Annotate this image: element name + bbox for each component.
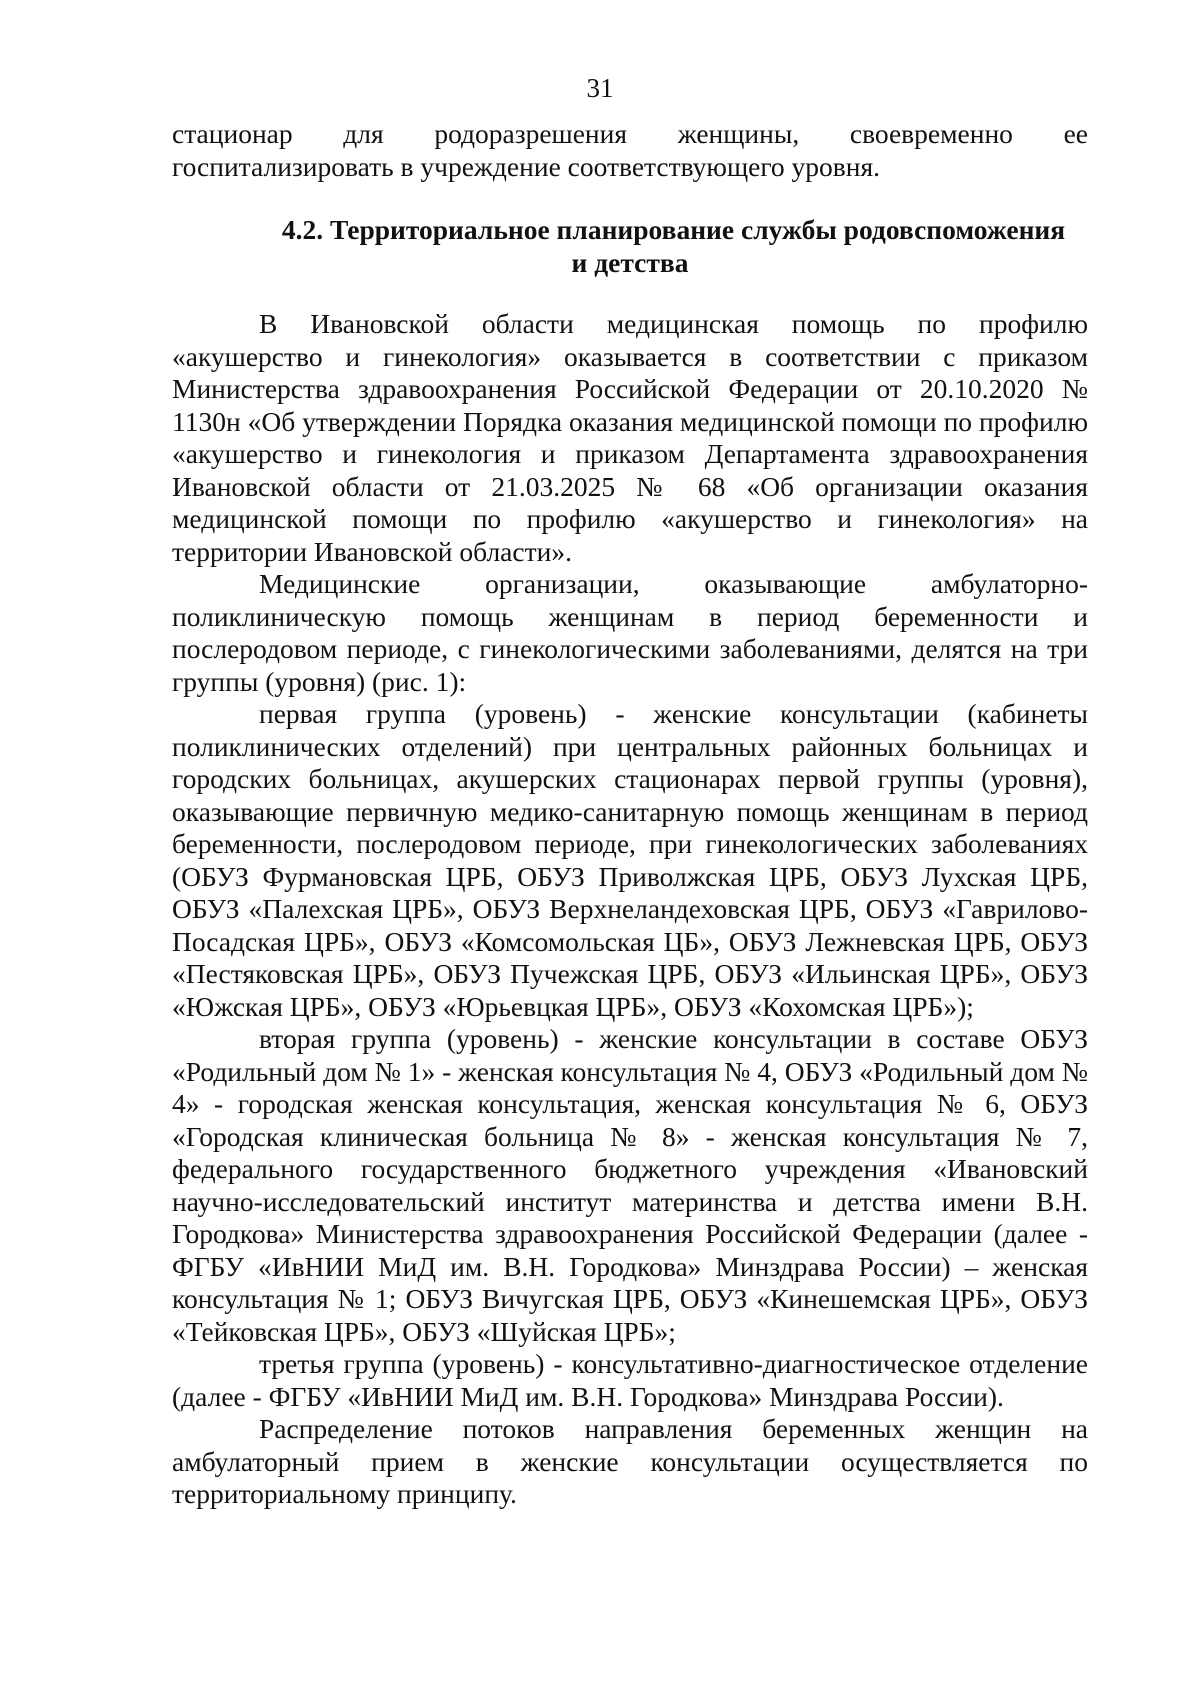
section-heading-line1: 4.2. Территориальное планирование службы родовспоможения (281, 214, 1066, 245)
paragraph-second-group: вторая группа (уровень) - женские консультации в составе ОБУЗ «Родильный дом № 1» - женская консультация № 4, ОБУЗ «Родильный дом № 4» - городская женская консультация, женская консультация № 6, ОБУЗ «Городская клиническая больница № 8» - женская консультация № 7, федерального государственного бюджетного учреждения «Ивановский научно-исследовательский институт материнства и детства имени В.Н. Городкова» Министерства здравоохранения Российской Федерации (далее - ФГБУ «ИвНИИ МиД им. В.Н. Городкова» Минздрава России) – женская консультация № 1; ОБУЗ Вичугская ЦРБ, ОБУЗ «Кинешемская ЦРБ», ОБУЗ «Тейковская ЦРБ», ОБУЗ «Шуйская ЦРБ»; (172, 1023, 1088, 1347)
paragraph-first-group: первая группа (уровень) - женские консультации (кабинеты поликлинических отделений) при центральных районных больницах и городских больницах, акушерских стационарах первой группы (уровня), оказывающие первичную медико-санитарную помощь женщинам в период беременности, послеродовом периоде, при гинекологических заболеваниях (ОБУЗ Фурмановская ЦРБ, ОБУЗ Приволжская ЦРБ, ОБУЗ Лухская ЦРБ, ОБУЗ «Палехская ЦРБ», ОБУЗ Верхнеландеховская ЦРБ, ОБУЗ «Гаврилово-Посадская ЦРБ», ОБУЗ «Комсомольская ЦБ», ОБУЗ Лежневская ЦРБ, ОБУЗ «Пестяковская ЦРБ», ОБУЗ Пучежская ЦРБ, ОБУЗ «Ильинская ЦРБ», ОБУЗ «Южская ЦРБ», ОБУЗ «Юрьевцкая ЦРБ», ОБУЗ «Кохомская ЦРБ»); (172, 698, 1088, 1022)
paragraph-legal-basis: В Ивановской области медицинская помощь по профилю «акушерство и гинекология» оказывается в соответствии с приказом Министерства здравоохранения Российской Федерации от 20.10.2020 № 1130н «Об утверждении Порядка оказания медицинской помощи по профилю «акушерство и гинекология и приказом Департамента здравоохранения Ивановской области от 21.03.2025 № 68 «Об организации оказания медицинской помощи по профилю «акушерство и гинекология» на территории Ивановской области». (172, 308, 1088, 567)
intro-text-block (172, 118, 1088, 183)
page-number: 31 (586, 73, 614, 103)
body-text-block (172, 308, 1088, 1511)
paragraph-third-group: третья группа (уровень) - консультативно-диагностическое отделение (далее - ФГБУ «ИвНИИ МиД им. В.Н. Городкова» Минздрава России). (172, 1348, 1088, 1412)
paragraph-organization-groups: Медицинские организации, оказывающие амбулаторно-поликлиническую помощь женщинам в период беременности и послеродовом периоде, с гинекологическими заболеваниями, делятся на три группы (уровня) (рис. 1): (172, 568, 1088, 697)
intro-paragraph: стационар для родоразрешения женщины, своевременно ее госпитализировать в учреждение соответствующего уровня. (172, 118, 1088, 182)
section-heading (172, 214, 1088, 279)
paragraph-distribution: Распределение потоков направления беременных женщин на амбулаторный прием в женские консультации осуществляется по территориальному принципу. (172, 1413, 1088, 1509)
section-heading-line2: и детства (571, 246, 689, 278)
